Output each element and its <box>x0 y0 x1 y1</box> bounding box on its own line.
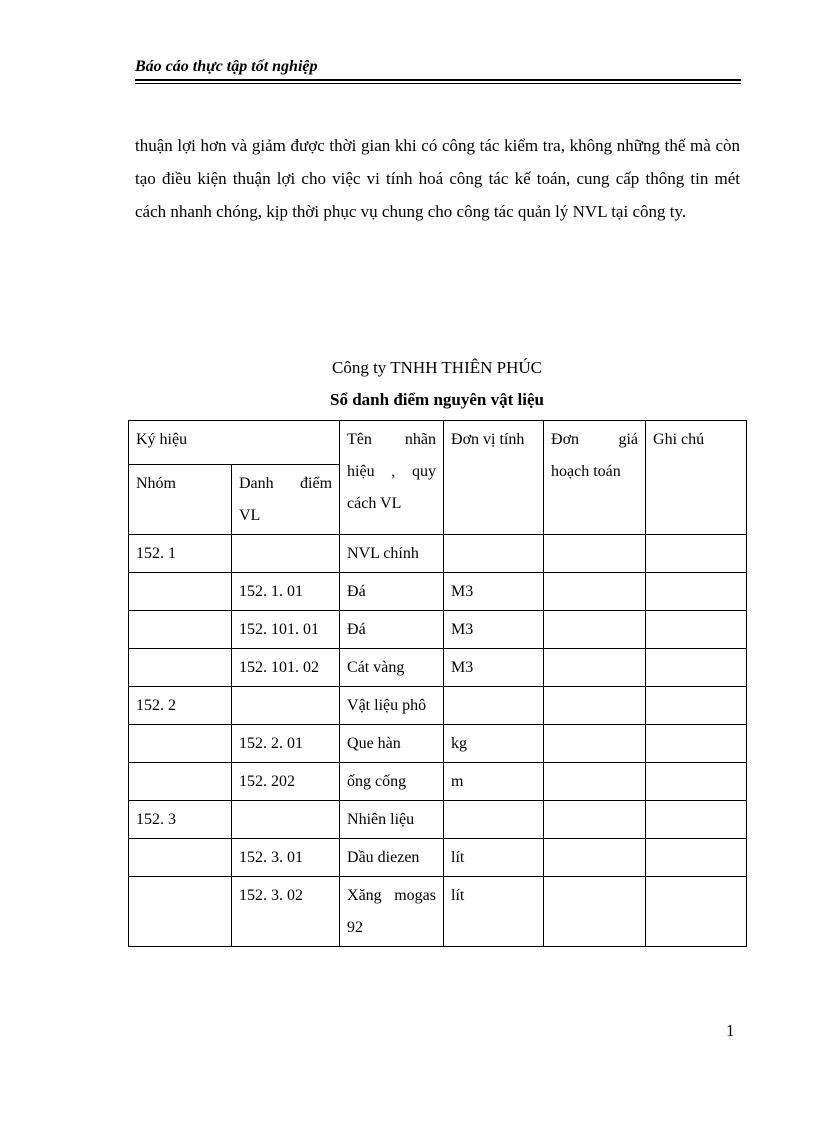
cell-don-vi: lít <box>444 877 544 947</box>
header-ky-hieu: Ký hiệu <box>129 421 340 465</box>
cell-nhom <box>129 573 232 611</box>
cell-danh-diem: 152. 2. 01 <box>232 725 340 763</box>
page-number: 1 <box>726 1021 735 1040</box>
cell-don-vi: M3 <box>444 649 544 687</box>
cell-don-gia <box>544 573 646 611</box>
cell-ten: NVL chính <box>340 535 444 573</box>
cell-nhom <box>129 839 232 877</box>
cell-ghi-chu <box>646 611 747 649</box>
cell-ghi-chu <box>646 649 747 687</box>
cell-nhom <box>129 725 232 763</box>
cell-ten: Xăng mogas 92 <box>340 877 444 947</box>
cell-ten: Đá <box>340 611 444 649</box>
cell-nhom: 152. 2 <box>129 687 232 725</box>
table-row <box>129 801 747 839</box>
cell-ghi-chu <box>646 725 747 763</box>
cell-don-gia <box>544 839 646 877</box>
cell-danh-diem: 152. 202 <box>232 763 340 801</box>
cell-ten: Đá <box>340 573 444 611</box>
header-danh-diem: Danh điểm VL <box>232 465 340 535</box>
material-catalog-table <box>128 420 747 947</box>
cell-danh-diem <box>232 801 340 839</box>
cell-ghi-chu <box>646 535 747 573</box>
cell-ten: ống cống <box>340 763 444 801</box>
cell-ghi-chu <box>646 877 747 947</box>
cell-don-gia <box>544 877 646 947</box>
cell-danh-diem: 152. 101. 01 <box>232 611 340 649</box>
table-header-row <box>129 421 747 465</box>
cell-don-gia <box>544 649 646 687</box>
cell-ten: Nhiên liệu <box>340 801 444 839</box>
page-header-title: Báo cáo thực tập tốt nghiệp <box>135 58 318 75</box>
cell-nhom <box>129 649 232 687</box>
header-ghi-chu: Ghi chú <box>646 421 747 535</box>
cell-don-vi: M3 <box>444 573 544 611</box>
cell-don-gia <box>544 725 646 763</box>
cell-ghi-chu <box>646 763 747 801</box>
cell-danh-diem: 152. 3. 02 <box>232 877 340 947</box>
cell-danh-diem: 152. 101. 02 <box>232 649 340 687</box>
table-row <box>129 763 747 801</box>
cell-don-vi: m <box>444 763 544 801</box>
table-title: Sổ danh điểm nguyên vật liệu <box>330 390 544 409</box>
cell-don-gia <box>544 801 646 839</box>
cell-ten: Cát vàng <box>340 649 444 687</box>
cell-danh-diem <box>232 687 340 725</box>
header-nhom: Nhóm <box>129 465 232 535</box>
cell-ghi-chu <box>646 573 747 611</box>
header-don-vi-tinh: Đơn vị tính <box>444 421 544 535</box>
cell-ten: Dầu diezen <box>340 839 444 877</box>
cell-don-gia <box>544 535 646 573</box>
cell-danh-diem: 152. 1. 01 <box>232 573 340 611</box>
cell-don-vi: lít <box>444 839 544 877</box>
cell-don-vi: M3 <box>444 611 544 649</box>
cell-don-gia <box>544 763 646 801</box>
cell-ghi-chu <box>646 839 747 877</box>
cell-don-vi: kg <box>444 725 544 763</box>
cell-nhom <box>129 763 232 801</box>
cell-danh-diem <box>232 535 340 573</box>
cell-don-vi <box>444 801 544 839</box>
cell-ten: Vật liệu phô <box>340 687 444 725</box>
table-row <box>129 725 747 763</box>
table-row <box>129 839 747 877</box>
header-ten-nhan-hieu: Tên nhãn hiệu , quy cách VL <box>340 421 444 535</box>
table-row <box>129 573 747 611</box>
table-row <box>129 535 747 573</box>
cell-nhom <box>129 611 232 649</box>
table-row <box>129 877 747 947</box>
company-name: Công ty TNHH THIÊN PHÚC <box>332 358 542 377</box>
cell-don-gia <box>544 611 646 649</box>
body-paragraph: thuận lợi hơn và giảm được thời gian khi có công tác kiểm tra, không những thế mà còn tạo điều kiện thuận lợi cho việc vi tính hoá công tác kế toán, cung cấp thông tin mét cách nhanh chóng, kịp thời phục vụ chung cho công tác quản lý NVL tại công ty. <box>135 136 740 221</box>
header-don-gia: Đơn giá hoạch toán <box>544 421 646 535</box>
cell-ten: Que hàn <box>340 725 444 763</box>
cell-nhom <box>129 877 232 947</box>
cell-danh-diem: 152. 3. 01 <box>232 839 340 877</box>
cell-nhom: 152. 1 <box>129 535 232 573</box>
cell-ghi-chu <box>646 687 747 725</box>
table-row <box>129 649 747 687</box>
table-row <box>129 611 747 649</box>
cell-ghi-chu <box>646 801 747 839</box>
cell-don-vi <box>444 535 544 573</box>
cell-don-vi <box>444 687 544 725</box>
header-rule <box>135 79 741 84</box>
cell-nhom: 152. 3 <box>129 801 232 839</box>
cell-don-gia <box>544 687 646 725</box>
table-row <box>129 687 747 725</box>
